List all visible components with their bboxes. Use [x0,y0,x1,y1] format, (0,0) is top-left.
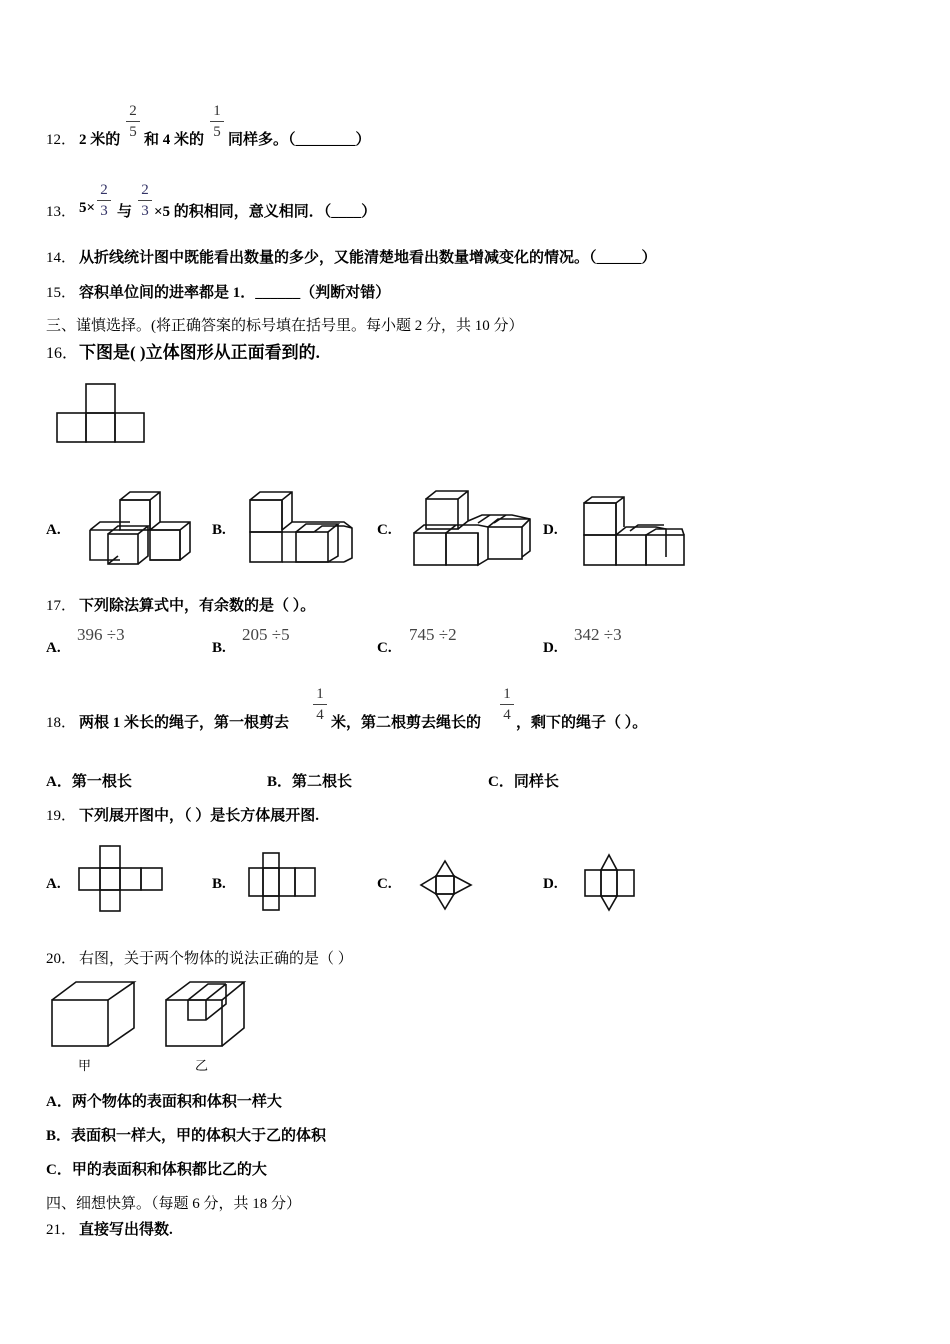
q20-option-b[interactable]: B．表面积一样大，甲的体积大于乙的体积 [46,1128,327,1144]
q19-number: 19． [46,808,77,824]
q18-option-a[interactable]: A．第一根长 [46,774,132,790]
q17-text: 下列除法算式中，有余数的是（ ）。 [79,598,316,614]
q18-text-2: 米，第二根剪去绳长的 [331,715,482,731]
section-4-heading: 四、细想快算。（每题 6 分，共 18 分） [46,1196,302,1212]
q17-option-d-label: D. [543,640,558,656]
q17-option-b-label: B. [212,640,226,656]
q13-text-1: 5× [79,200,96,216]
q17-number: 17． [46,598,77,614]
q15-number: 15． [46,285,77,301]
q17-option-a-label: A. [46,640,61,656]
q19-option-a-label: A. [46,876,61,892]
q20-option-c[interactable]: C．甲的表面积和体积都比乙的大 [46,1162,267,1178]
q19-text: 下列展开图中，（ ）是长方体展开图. [79,808,320,824]
q16-option-c-figure[interactable] [412,489,534,569]
q19-option-b-label: B. [212,876,226,892]
q13-fraction-1: 2 3 [97,181,111,220]
q19-option-a-net[interactable] [78,845,166,913]
section-3-heading: 三、谨慎选择。(将正确答案的标号填在括号里。每小题 2 分，共 10 分） [46,318,524,334]
q18-fraction-2: 1 4 [500,685,514,724]
q13-text-3: ×5 的积相同，意义相同．（____） [154,204,377,220]
q17-option-c-label: C. [377,640,392,656]
q16-option-d-label: D. [543,522,558,538]
q15-text: 容积单位间的进率都是 1．______（判断对错） [79,285,391,301]
q18-fraction-1: 1 4 [313,685,327,724]
q12-fraction-1: 2 5 [126,102,140,141]
q16-option-a-label: A. [46,522,61,538]
q12-number: 12． [46,132,77,148]
q20-objects-figure [48,978,248,1050]
q19-option-b-net[interactable] [248,852,318,912]
q19-option-c-net[interactable] [420,860,474,910]
q14-text: 从折线统计图中既能看出数量的多少，又能清楚地看出数量增减变化的情况。（______） [79,250,657,266]
q14-number: 14． [46,250,77,266]
q13-text-2: 与 [117,204,133,220]
front-view-figure [56,383,148,445]
q17-option-d-expression[interactable]: 342 ÷3 [574,625,622,644]
q16-option-a-figure[interactable] [88,488,193,566]
q21-number: 21． [46,1222,77,1238]
q18-number: 18． [46,715,77,731]
q19-option-c-label: C. [377,876,392,892]
q19-option-d-label: D. [543,876,558,892]
q12-text-3: 同样多。（________） [228,132,371,148]
q16-option-c-label: C. [377,522,392,538]
q18-option-c[interactable]: C．同样长 [488,774,559,790]
q13-fraction-2: 2 3 [138,181,152,220]
q17-option-b-expression[interactable]: 205 ÷5 [242,625,290,644]
q13-number: 13． [46,204,77,220]
q17-option-c-expression[interactable]: 745 ÷2 [409,625,457,644]
q16-text: 下图是( )立体图形从正面看到的. [79,343,320,362]
q16-option-b-label: B. [212,522,226,538]
q16-number: 16． [46,345,79,362]
q20-number: 20． [46,951,77,967]
q17-option-a-expression[interactable]: 396 ÷3 [77,625,125,644]
object-jia-label: 甲 [78,1058,92,1073]
q20-text: 右图，关于两个物体的说法正确的是（ ） [79,951,353,967]
q16-option-d-figure[interactable] [582,495,690,569]
q20-option-a[interactable]: A．两个物体的表面积和体积一样大 [46,1094,282,1110]
q19-option-d-net[interactable] [584,854,638,912]
q18-text-1: 两根 1 米长的绳子，第一根剪去 [79,715,290,731]
q12-fraction-2: 1 5 [210,102,224,141]
q12-text-1: 2 米的 [79,132,121,148]
q18-option-b[interactable]: B．第二根长 [267,774,353,790]
object-yi-label: 乙 [195,1058,209,1073]
q21-text: 直接写出得数. [79,1222,173,1238]
q12-text-2: 和 4 米的 [144,132,205,148]
q16-option-b-figure[interactable] [248,490,356,566]
q18-text-3: ，剩下的绳子（ ）。 [516,715,648,731]
